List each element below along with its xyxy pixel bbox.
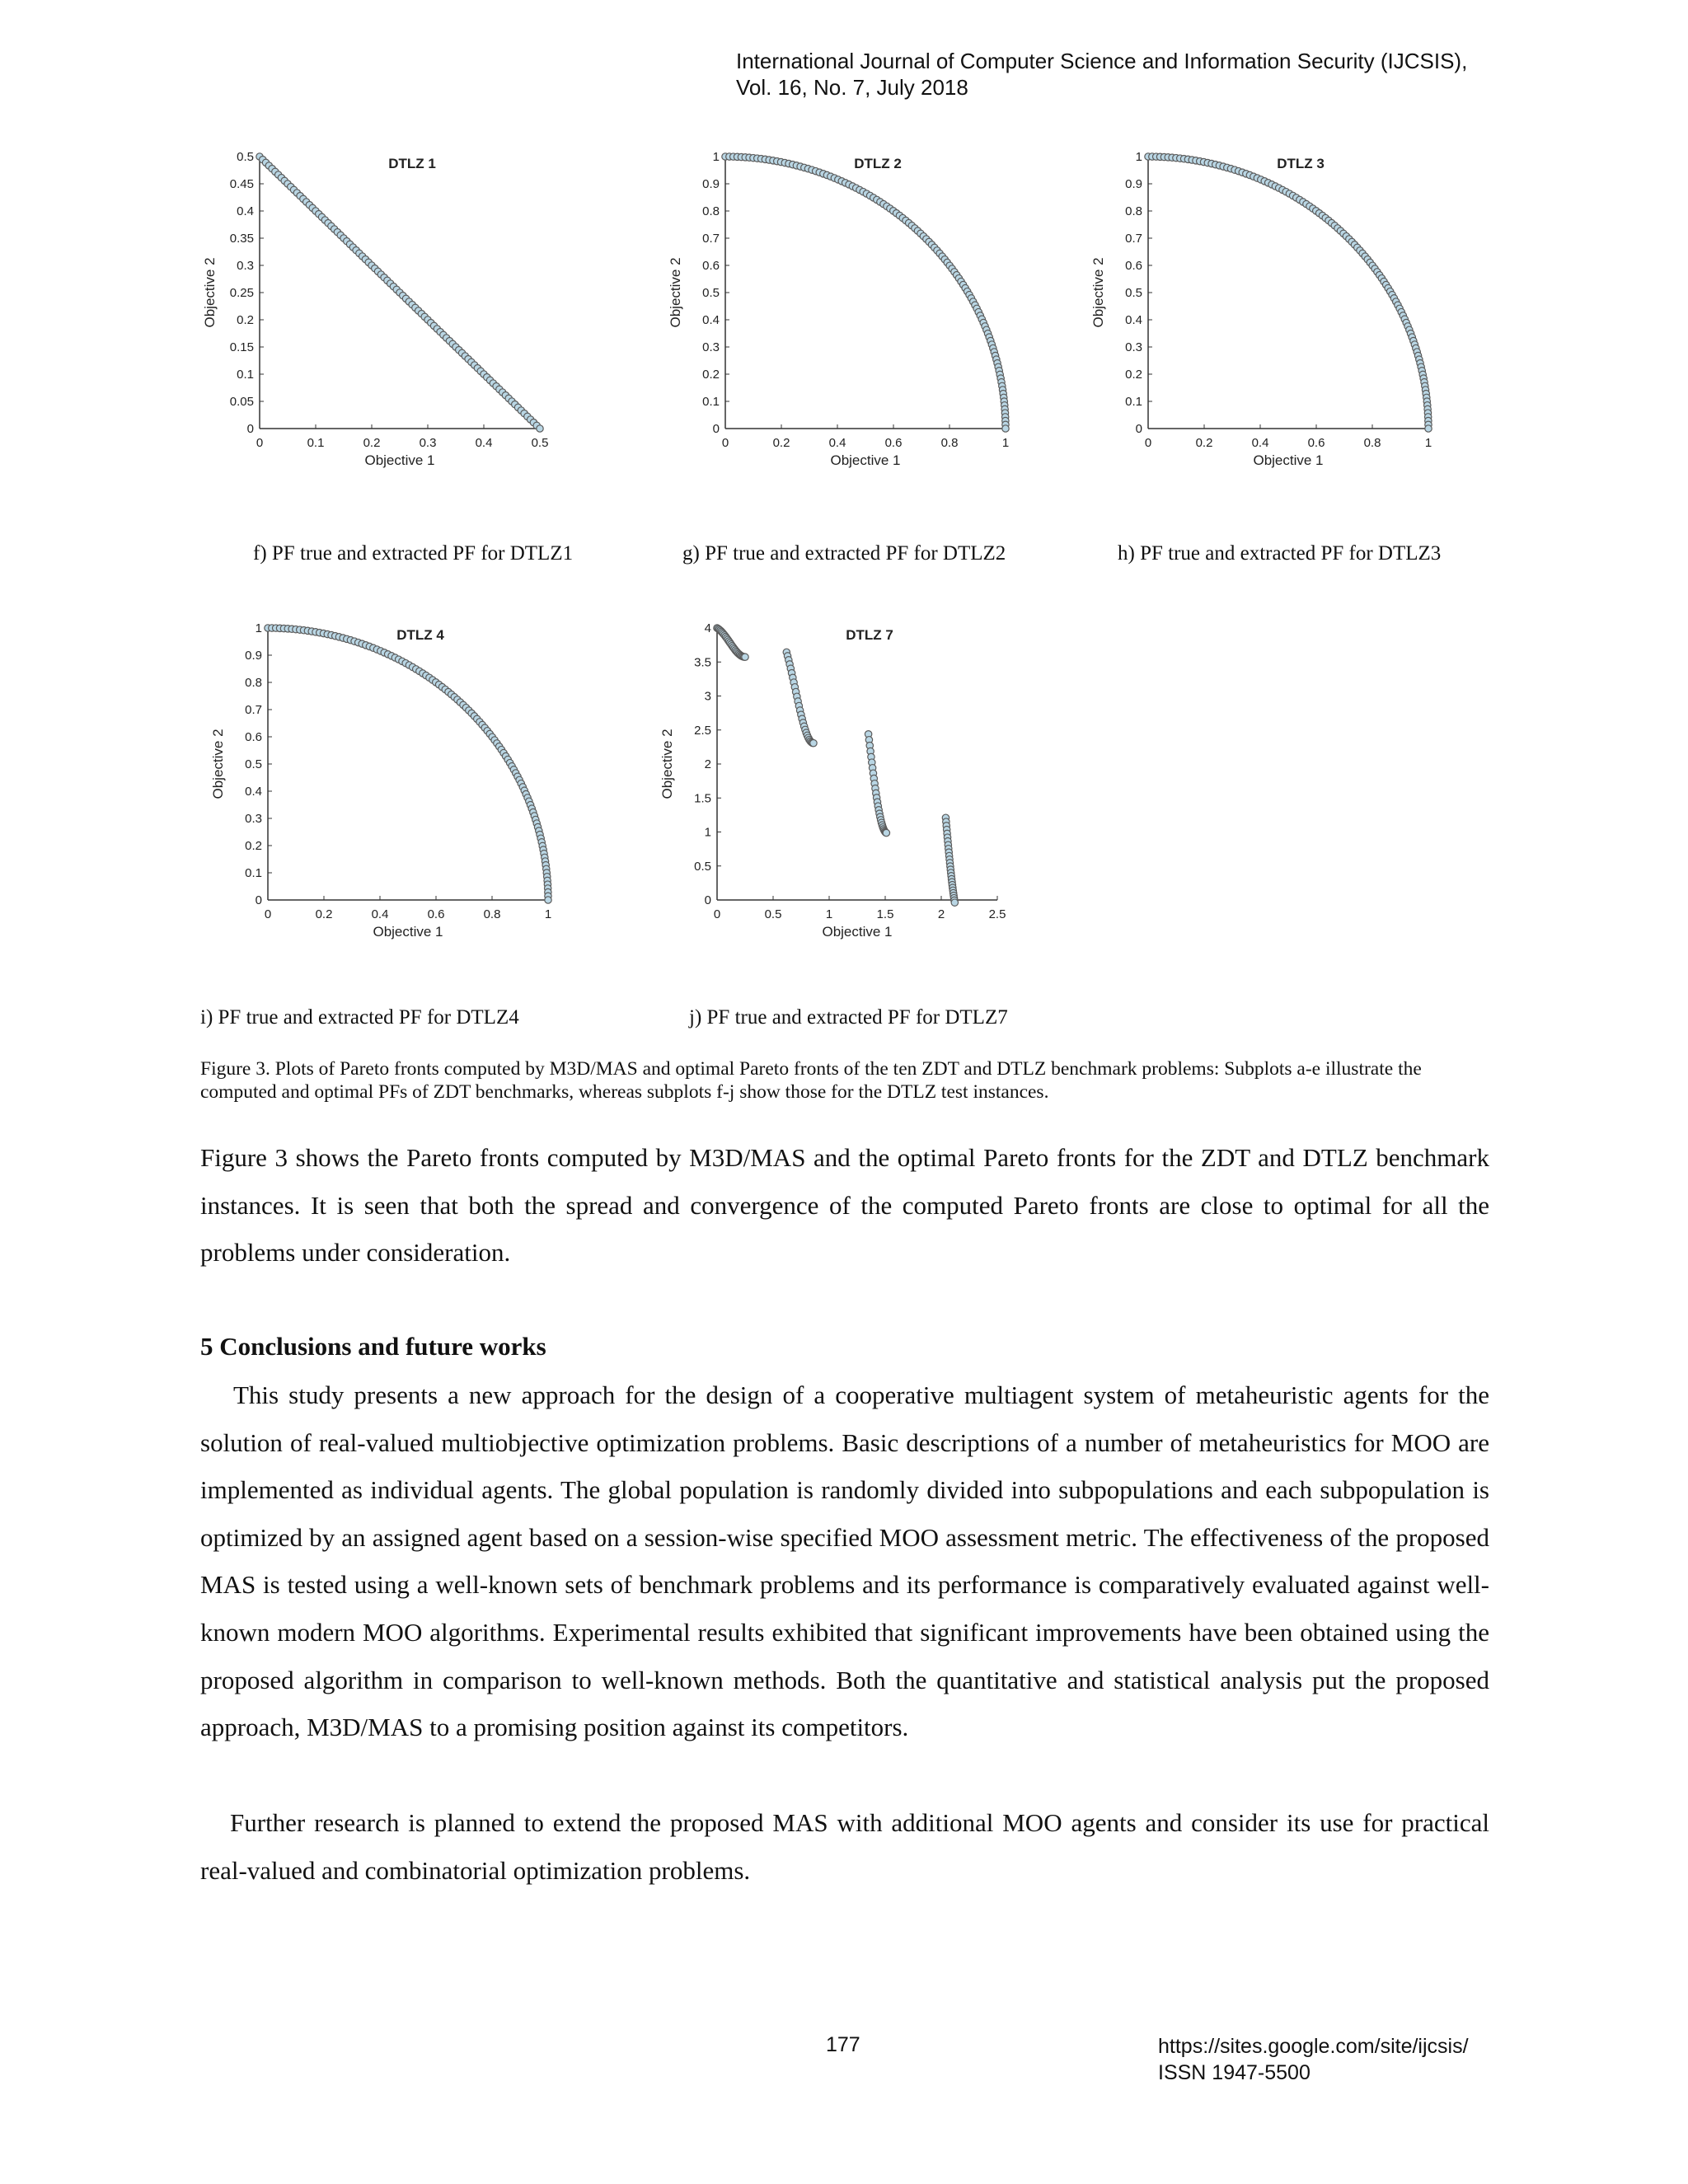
pareto-point (742, 654, 748, 660)
y-tick-label: 1 (1135, 150, 1142, 164)
footer-issn: ISSN 1947-5500 (1158, 2061, 1311, 2084)
pareto-point (810, 739, 817, 746)
x-axis-label: Objective 1 (1253, 452, 1324, 468)
x-tick-label: 0.2 (363, 436, 381, 450)
x-tick-label: 0.6 (1307, 436, 1325, 450)
y-tick-label: 0.3 (245, 812, 262, 826)
pareto-point (1425, 425, 1432, 432)
y-tick-label: 0.9 (245, 649, 262, 663)
x-tick-label: 0.6 (884, 436, 903, 450)
x-tick-label: 0.4 (828, 436, 846, 450)
x-tick-label: 0 (1144, 436, 1152, 450)
y-tick-label: 0 (712, 422, 720, 436)
y-tick-label: 4 (704, 621, 711, 635)
y-tick-label: 0.9 (702, 177, 720, 191)
y-tick-label: 0.15 (229, 340, 254, 354)
x-tick-label: 0.4 (371, 907, 389, 921)
y-tick-label: 0.2 (1125, 368, 1142, 382)
y-axis-label: Objective 2 (659, 729, 675, 799)
y-tick-label: 0 (246, 422, 254, 436)
y-tick-label: 2.5 (694, 723, 711, 738)
y-tick-label: 0.2 (245, 839, 262, 853)
y-tick-label: 0 (704, 893, 711, 907)
x-tick-label: 0 (721, 436, 729, 450)
y-tick-label: 0.4 (702, 313, 720, 327)
y-tick-label: 0.7 (1125, 232, 1142, 246)
x-tick-label: 0.1 (307, 436, 325, 450)
pareto-point (1002, 425, 1009, 432)
x-tick-label: 0.2 (772, 436, 790, 450)
x-tick-label: 1 (825, 907, 833, 921)
y-tick-label: 0.5 (237, 150, 254, 164)
x-axis-label: Objective 1 (364, 452, 435, 468)
subplot-caption-i: i) PF true and extracted PF for DTLZ4 (200, 1006, 519, 1029)
x-tick-label: 0 (713, 907, 721, 921)
x-tick-label: 0.3 (419, 436, 437, 450)
chart-dtlz4 (198, 612, 577, 958)
y-tick-label: 0 (255, 893, 262, 907)
y-tick-label: 1 (704, 825, 711, 840)
y-tick-label: 0.4 (245, 785, 262, 799)
y-tick-label: 0.5 (1125, 286, 1142, 300)
y-tick-label: 0.2 (702, 368, 720, 382)
x-tick-label: 0.8 (483, 907, 501, 921)
body-paragraph-1: Figure 3 shows the Pareto fronts computed by M3D/MAS and the optimal Pareto fronts for the ZDT and DTLZ benchmark instances. It is seen that both the spread and convergence of the computed Pareto fronts are close to optimal for all the problems under consideration. (200, 1143, 1489, 1268)
subplot-caption-g: g) PF true and extracted PF for DTLZ2 (682, 542, 1006, 565)
y-tick-label: 3.5 (694, 655, 711, 670)
x-tick-label: 0 (256, 436, 264, 450)
x-tick-label: 1 (544, 907, 552, 921)
journal-issue: Vol. 16, No. 7, July 2018 (736, 75, 968, 100)
x-axis-label: Objective 1 (822, 924, 893, 940)
y-tick-label: 0.2 (237, 313, 254, 327)
x-tick-label: 2 (937, 907, 945, 921)
y-tick-label: 0.45 (229, 177, 254, 191)
chart-panel-dtlz3 (1078, 140, 1457, 486)
section-heading: 5 Conclusions and future works (200, 1332, 546, 1361)
y-tick-label: 0.4 (237, 204, 254, 218)
chart-dtlz3 (1078, 140, 1457, 486)
y-tick-label: 0 (1135, 422, 1142, 436)
x-tick-label: 2.5 (988, 907, 1006, 921)
pareto-point (951, 899, 958, 906)
chart-dtlz1 (190, 140, 569, 486)
chart-title: DTLZ 1 (388, 156, 436, 171)
y-tick-label: 0.05 (229, 395, 254, 409)
chart-title: DTLZ 2 (854, 156, 902, 171)
y-tick-label: 0.1 (245, 866, 262, 880)
y-tick-label: 0.7 (245, 703, 262, 717)
y-tick-label: 0.6 (245, 730, 262, 744)
y-tick-label: 0.5 (694, 859, 711, 874)
body-paragraph-2: This study presents a new approach for the design of a cooperative multiagent system of metaheuristic agents for the solution of real-valued multiobjective optimization problems. Basic descriptions of a number of metaheuristics for MOO are implemented as individual agents. The global population is randomly divided into subpopulations and each subpopulation is optimized by an assigned agent based on a session-wise specified MOO assessment metric. The effectiveness of the proposed MAS is tested using a well-known sets of benchmark problems and its performance is comparatively evaluated against well-known modern MOO algorithms. Experimental results exhibited that significant improvements have been obtained using the proposed algorithm in comparison to well-known methods. Both the quantitative and statistical analysis put the proposed approach, M3D/MAS to a promising position against its competitors. (200, 1380, 1489, 1742)
y-tick-label: 0.8 (245, 676, 262, 690)
y-tick-label: 0.3 (237, 259, 254, 273)
y-tick-label: 0.3 (702, 340, 720, 354)
y-tick-label: 0.35 (229, 232, 254, 246)
y-tick-label: 1 (255, 621, 262, 635)
x-tick-label: 0.5 (531, 436, 549, 450)
y-tick-label: 1.5 (694, 791, 711, 806)
y-tick-label: 0.1 (702, 395, 720, 409)
y-axis-label: Objective 2 (1090, 257, 1106, 328)
chart-panel-dtlz2 (655, 140, 1034, 486)
y-tick-label: 0.1 (1125, 395, 1142, 409)
pareto-point (883, 829, 889, 836)
x-tick-label: 1.5 (876, 907, 894, 921)
y-tick-label: 0.8 (1125, 204, 1142, 218)
x-tick-label: 0.4 (1251, 436, 1269, 450)
chart-dtlz2 (655, 140, 1034, 486)
y-tick-label: 0.6 (1125, 259, 1142, 273)
chart-panel-dtlz7 (647, 612, 1026, 958)
pareto-point (545, 897, 551, 903)
chart-title: DTLZ 4 (396, 627, 444, 643)
x-tick-label: 0.2 (1195, 436, 1213, 450)
page-number: 177 (826, 2033, 860, 2056)
x-tick-label: 0.2 (315, 907, 333, 921)
pareto-point (537, 425, 543, 432)
y-tick-label: 1 (712, 150, 720, 164)
y-tick-label: 0.3 (1125, 340, 1142, 354)
figure-caption: Figure 3. Plots of Pareto fronts computed by M3D/MAS and optimal Pareto fronts of the ten ZDT and DTLZ benchmark problems: Subplots a-e illustrate the computed and optimal PFs of ZDT benchmarks, whereas subplots f-j show those for the DTLZ test instances. (200, 1058, 1422, 1103)
y-tick-label: 0.6 (702, 259, 720, 273)
x-axis-label: Objective 1 (373, 924, 443, 940)
y-tick-label: 0.4 (1125, 313, 1142, 327)
journal-title: International Journal of Computer Science and Information Security (IJCSIS), (736, 49, 1468, 73)
body-paragraph-3: Further research is planned to extend the proposed MAS with additional MOO agents and consider its use for practical real-valued and combinatorial optimization problems. (200, 1808, 1489, 1885)
y-tick-label: 0.25 (229, 286, 254, 300)
y-tick-label: 2 (704, 757, 711, 771)
chart-title: DTLZ 3 (1277, 156, 1325, 171)
x-tick-label: 0 (264, 907, 272, 921)
y-axis-label: Objective 2 (202, 257, 218, 328)
y-tick-label: 0.1 (237, 368, 254, 382)
subplot-caption-f: f) PF true and extracted PF for DTLZ1 (253, 542, 574, 565)
journal-header (736, 48, 1467, 101)
subplot-caption-j: j) PF true and extracted PF for DTLZ7 (689, 1006, 1008, 1029)
chart-panel-dtlz1 (190, 140, 569, 486)
x-tick-label: 1 (1001, 436, 1010, 450)
x-tick-label: 0.6 (427, 907, 445, 921)
x-axis-label: Objective 1 (830, 452, 901, 468)
x-tick-label: 0.8 (1363, 436, 1381, 450)
footer-url[interactable]: https://sites.google.com/site/ijcsis/ (1158, 2035, 1469, 2058)
chart-title: DTLZ 7 (846, 627, 893, 643)
y-tick-label: 0.5 (245, 757, 262, 771)
y-axis-label: Objective 2 (668, 257, 683, 328)
y-axis-label: Objective 2 (210, 729, 226, 799)
y-tick-label: 0.9 (1125, 177, 1142, 191)
x-tick-label: 0.5 (764, 907, 782, 921)
x-tick-label: 0.8 (940, 436, 959, 450)
y-tick-label: 0.5 (702, 286, 720, 300)
y-tick-label: 0.7 (702, 232, 720, 246)
y-tick-label: 3 (704, 689, 711, 704)
footer-info (1158, 2033, 1469, 2086)
chart-panel-dtlz4 (198, 612, 577, 958)
chart-dtlz7 (647, 612, 1026, 958)
x-tick-label: 1 (1424, 436, 1432, 450)
x-tick-label: 0.4 (475, 436, 493, 450)
y-tick-label: 0.8 (702, 204, 720, 218)
subplot-caption-h: h) PF true and extracted PF for DTLZ3 (1118, 542, 1442, 565)
